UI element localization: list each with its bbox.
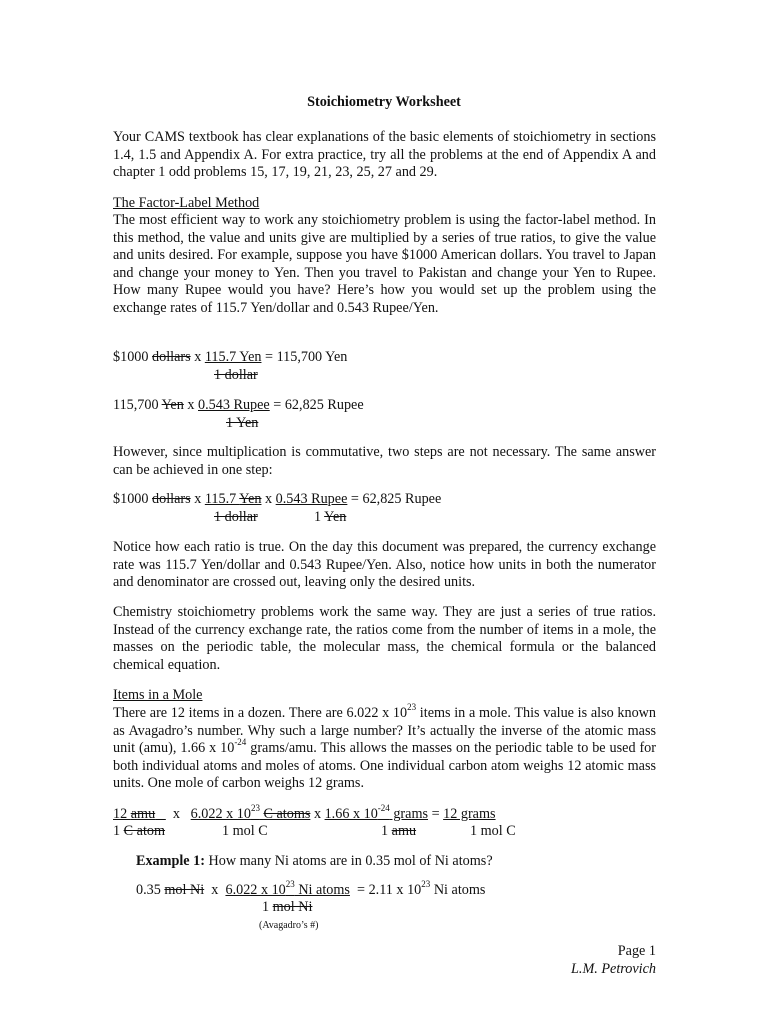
example-1-denominator: 1 mol Ni <box>262 899 313 915</box>
page-number: Page 1 <box>617 943 656 959</box>
mole-paragraph: There are 12 items in a dozen. There are 6.022 x $10^{23}$ items in a mole. This value is also known as Avagadro’s number. Why such a large number? It’s actually the inverse of the atomic mass unit (amu), 1.66 x $10^{-24}$ grams/amu. This allows the masses on the periodic table to be used for both individual atoms and moles of atoms. One individual carbon atom weighs 12 atomic mass units. One mole of carbon weighs 12 grams. <box>113 702 657 792</box>
mole-equation-den-4: 1 mol C <box>470 823 516 839</box>
equation-yen-to-rupee: 115,700 Yen x 0.543 Rupee = 62,825 Rupee <box>113 397 364 413</box>
mole-heading: Items in a Mole <box>113 687 203 703</box>
example-1-question: Example 1: How many Ni atoms are in 0.35 mol of Ni atoms? <box>136 853 493 869</box>
equation-one-step-den-2: 1 Yen <box>314 509 347 525</box>
notice-paragraph: Notice how each ratio is true. On the day this document was prepared, the currency exchange rate was 115.7 Yen/dollar and 0.543 Rupee/Yen. Also, notice how units in both the numerator and denominator are crossed out, leaving only the desired units. <box>113 539 656 591</box>
mole-equation-den-2: 1 mol C <box>222 823 268 839</box>
mole-equation-numerators: 12 amu x 6.022 x $10^{23}$ C atoms x 1.66 x $10^{-24}$ grams = 12 grams <box>113 803 496 822</box>
mole-equation-den-1: 1 C atom <box>113 823 166 839</box>
example-1-equation: 0.35 mol Ni x 6.022 x $10^{23}$ Ni atoms = 2.11 x $10^{23}$ Ni atoms <box>136 879 486 898</box>
page-title: Stoichiometry Worksheet <box>307 94 461 110</box>
chemistry-paragraph: Chemistry stoichiometry problems work the same way. They are just a series of true ratios. Instead of the currency exchange rate, the ratios come from the number of items in a mole, the masses on the periodic table, the molecular mass, the chemical formula or the balanced chemical equation. <box>113 604 656 673</box>
mole-equation-den-3: 1 amu <box>381 823 417 839</box>
author-name: L.M. Petrovich <box>571 961 656 977</box>
equation-dollars-to-yen: $1000 dollars x 115.7 Yen = 115,700 Yen <box>113 349 348 365</box>
equation-yen-denominator: 1 Yen <box>226 415 259 431</box>
intro-paragraph: Your CAMS textbook has clear explanations of the basic elements of stoichiometry in sections 1.4, 1.5 and Appendix A. For extra practice, try all the problems at the end of Appendix A and chapter 1 odd problems 15, 17, 19, 21, 23, 25, 27 and 29. <box>113 129 656 181</box>
commutative-paragraph: However, since multiplication is commutative, two steps are not necessary. The same answer can be achieved in one step: <box>113 444 656 478</box>
factor-label-paragraph: The most efficient way to work any stoichiometry problem is using the factor-label method. In this method, the value and units give are multiplied by a series of true ratios, to give the value and units desired. For example, suppose you have $1000 American dollars. You travel to Japan and change your money to Yen. Then you travel to Pakistan and change your Yen to Rupee. How many Rupee would you have? Here’s how you would set up the problem using the exchange rates of 115.7 Yen/dollar and 0.543 Rupee/Yen. <box>113 212 656 316</box>
equation-one-step-den-1: 1 dollar <box>214 509 258 525</box>
factor-label-heading: The Factor-Label Method <box>113 195 260 211</box>
equation-dollars-denominator: 1 dollar <box>214 367 258 383</box>
equation-one-step: $1000 dollars x 115.7 Yen x 0.543 Rupee = 62,825 Rupee <box>113 491 442 507</box>
example-1-note: (Avagadro’s #) <box>259 920 319 931</box>
